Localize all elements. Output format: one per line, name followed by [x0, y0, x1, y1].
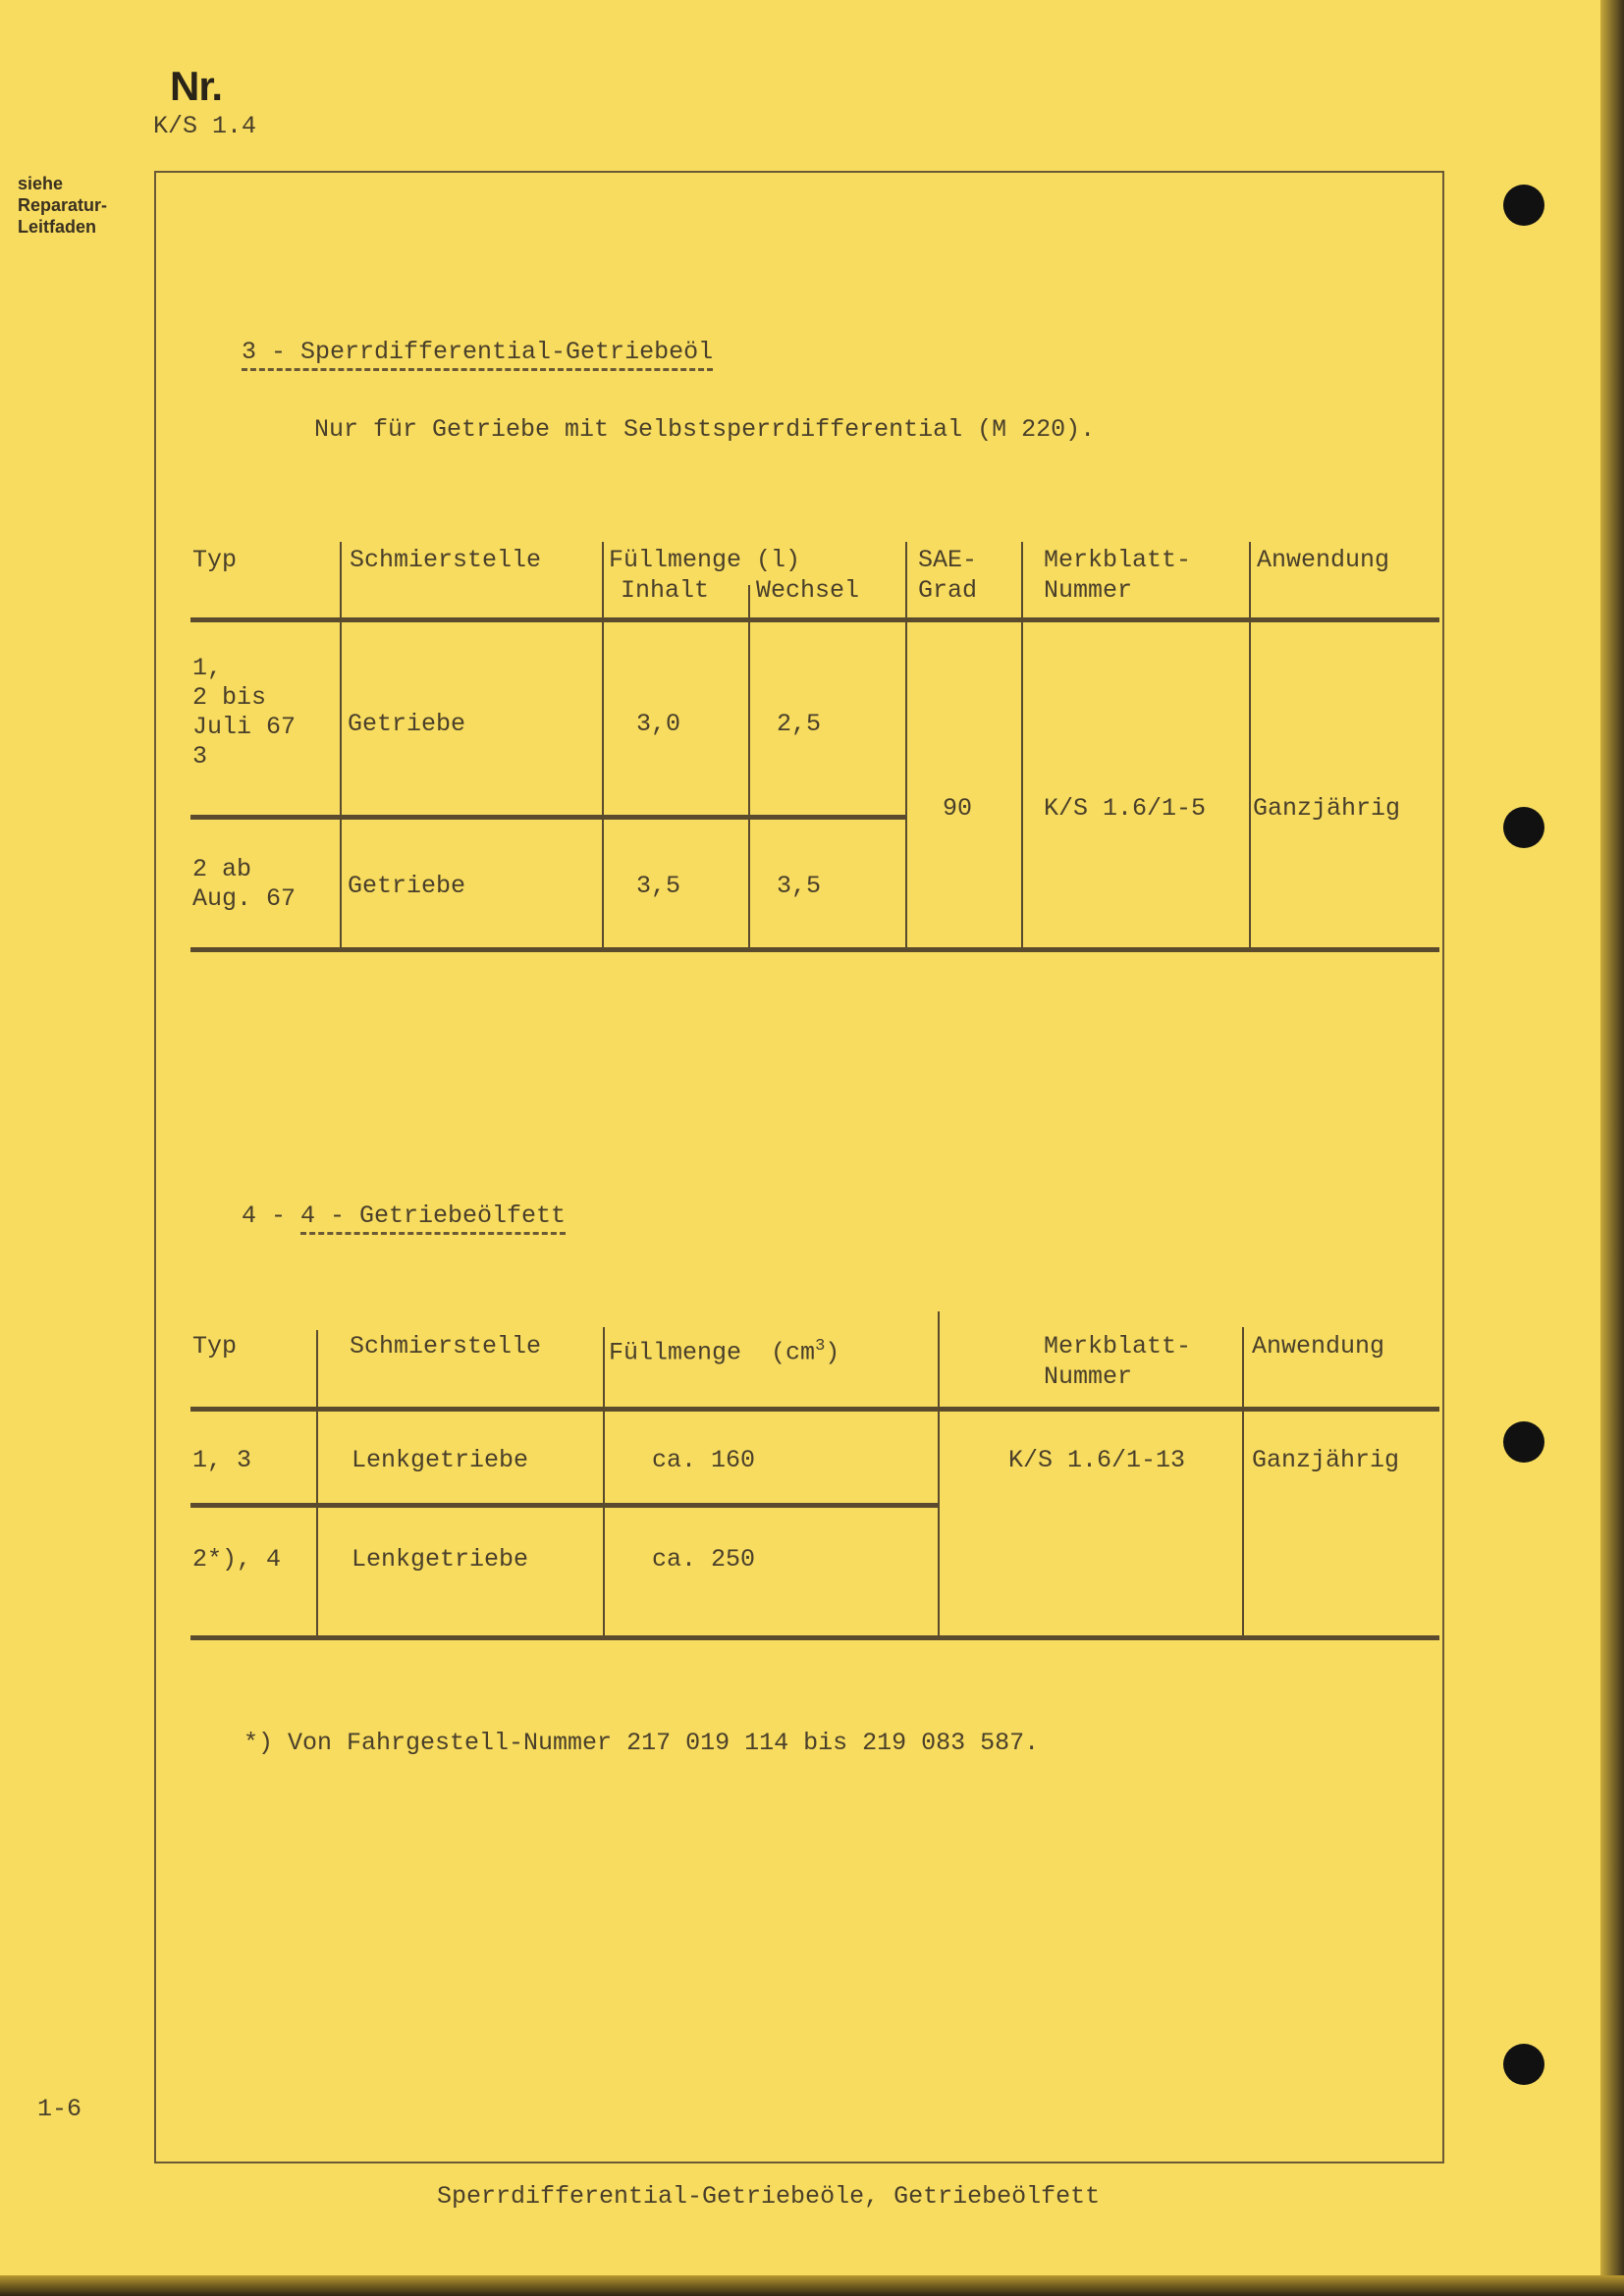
cell-merkblatt: K/S 1.6/1-5: [1044, 794, 1207, 823]
header-sae: SAE-: [918, 546, 978, 574]
typ-line: 2 bis: [192, 683, 267, 712]
page-bottom-shadow: [0, 2275, 1624, 2296]
header-wechsel: Wechsel: [756, 576, 860, 605]
page-number: 1-6: [37, 2095, 82, 2123]
unit-close: ): [825, 1338, 840, 1367]
cell-schmierstelle: Lenkgetriebe: [352, 1545, 529, 1574]
sidebar-line: Reparatur-: [18, 195, 108, 215]
cell-sae: 90: [943, 794, 973, 823]
cell-typ: 1, 3: [192, 1446, 252, 1474]
header-anwendung: Anwendung: [1257, 546, 1390, 574]
header-schmierstelle: Schmierstelle: [350, 1332, 542, 1361]
cell-schmierstelle: Lenkgetriebe: [352, 1446, 529, 1474]
table-row-typ: [192, 855, 296, 914]
header-fuellmenge: [609, 1331, 839, 1367]
header-schmierstelle: Schmierstelle: [350, 546, 542, 574]
cell-menge: ca. 250: [652, 1545, 756, 1574]
table-rule: [190, 815, 905, 820]
fuellmenge-text: Füllmenge: [609, 1338, 742, 1367]
table-colline: [602, 542, 604, 949]
typ-line: Aug. 67: [192, 884, 297, 913]
content-frame: [154, 171, 1444, 2163]
cell-wechsel: 2,5: [777, 710, 822, 738]
punch-hole: [1503, 185, 1544, 226]
typ-line: 3: [192, 742, 208, 771]
footer-caption: Sperrdifferential-Getriebeöle, Getriebeölfett: [437, 2182, 1101, 2211]
table-colline: [1249, 542, 1251, 949]
footnote: *) Von Fahrgestell-Nummer 217 019 114 bis 219 083 587.: [244, 1729, 1040, 1757]
section3-title: [242, 337, 713, 367]
section3-intro: Nur für Getriebe mit Selbstsperrdifferential (M 220).: [314, 415, 1096, 444]
table-row-typ: [192, 654, 296, 772]
header-merkblatt: Merkblatt-: [1044, 1332, 1192, 1361]
cell-wechsel: 3,5: [777, 872, 822, 900]
cell-schmierstelle: Getriebe: [348, 872, 466, 900]
table-rule: [190, 1407, 1439, 1412]
cell-typ: 2*), 4: [192, 1545, 282, 1574]
table-colline: [905, 542, 907, 949]
cell-inhalt: 3,0: [636, 710, 681, 738]
header-typ: Typ: [192, 1332, 238, 1361]
header-anwendung: Anwendung: [1252, 1332, 1385, 1361]
typ-line: 1,: [192, 654, 223, 682]
cell-inhalt: 3,5: [636, 872, 681, 900]
typ-line: Juli 67: [192, 713, 297, 741]
header-typ: Typ: [192, 546, 238, 574]
cell-merkblatt: K/S 1.6/1-13: [1008, 1446, 1186, 1474]
cell-anwendung: Ganzjährig: [1252, 1446, 1400, 1474]
punch-hole: [1503, 2044, 1544, 2085]
section4-title-text: 4 - Getriebeölfett: [300, 1201, 566, 1235]
unit-text: (cm: [771, 1338, 816, 1367]
header-grad: Grad: [918, 576, 978, 605]
cell-anwendung: Ganzjährig: [1253, 794, 1401, 823]
typ-line: 2 ab: [192, 855, 252, 883]
doc-number: K/S 1.4: [153, 112, 257, 140]
table-rule: [190, 947, 1439, 952]
table-rule: [190, 617, 1439, 622]
nr-label: Nr.: [170, 63, 223, 109]
section3-title-text: 3 - Sperrdifferential-Getriebeöl: [242, 338, 713, 371]
table-colline: [340, 542, 342, 949]
header-inhalt: Inhalt: [621, 576, 710, 605]
header-nummer: Nummer: [1044, 576, 1133, 605]
punch-hole: [1503, 1421, 1544, 1463]
header-merkblatt: Merkblatt-: [1044, 546, 1192, 574]
table-rule: [190, 1503, 939, 1508]
cell-schmierstelle: Getriebe: [348, 710, 466, 738]
table-colline: [938, 1311, 940, 1637]
table-colline: [1242, 1327, 1244, 1637]
unit-sup: 3: [815, 1337, 826, 1356]
punch-hole: [1503, 807, 1544, 848]
table-rule: [190, 1635, 1439, 1640]
header-fuellmenge: Füllmenge (l): [609, 546, 801, 574]
table-colline: [748, 585, 750, 949]
sidebar-line: Leitfaden: [18, 217, 97, 237]
table-colline: [603, 1327, 605, 1637]
header-nummer: Nummer: [1044, 1362, 1133, 1391]
sidebar-line: siehe: [18, 174, 64, 193]
table-colline: [316, 1330, 318, 1637]
cell-menge: ca. 160: [652, 1446, 756, 1474]
sidebar-note: [18, 173, 107, 238]
table-colline: [1021, 542, 1023, 949]
section4-title: 4 - 4 - Getriebeölfett: [242, 1201, 566, 1231]
page-edge-shadow: [1600, 0, 1624, 2296]
